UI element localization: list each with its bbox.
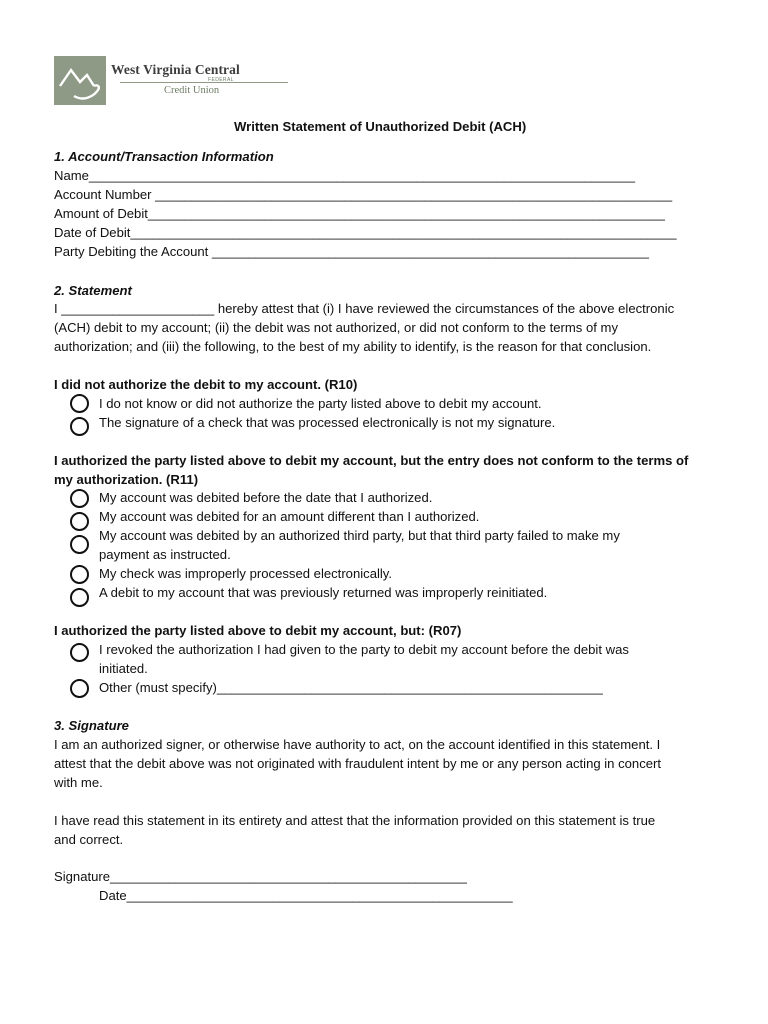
logo-name: West Virginia Central: [111, 62, 240, 77]
logo-credit-union: Credit Union: [164, 85, 220, 96]
signature-text: with me.: [54, 775, 103, 790]
r11-heading: my authorization. (R11): [54, 472, 199, 487]
r10-option-2-radio[interactable]: [70, 417, 89, 436]
account-number-field[interactable]: Account Number _______________________________________________________________________: [54, 187, 673, 202]
r11-option-4-radio[interactable]: [70, 565, 89, 584]
section3-heading: 3. Signature: [54, 718, 129, 733]
form-title: Written Statement of Unauthorized Debit (ACH): [234, 119, 527, 134]
amount-of-debit-field[interactable]: Amount of Debit_______________________________________________________________________: [54, 206, 665, 221]
r07-heading: I authorized the party listed above to debit my account, but: (R07): [54, 623, 462, 638]
statement-text: (ACH) debit to my account; (ii) the debit was not authorized, or did not conform to the terms of my: [54, 320, 619, 335]
section1-heading: 1. Account/Transaction Information: [54, 149, 274, 164]
credit-union-logo: [54, 56, 290, 106]
r07-option-2-radio[interactable]: [70, 679, 89, 698]
option-label: My check was improperly processed electronically.: [99, 566, 393, 581]
attestation-text: I have read this statement in its entirety and attest that the information provided on this statement is true: [54, 813, 656, 828]
signature-text: attest that the debit above was not originated with fraudulent intent by me or any person acting in concert: [54, 756, 662, 771]
option-label: My account was debited for an amount different than I authorized.: [99, 509, 480, 524]
option-label: payment as instructed.: [99, 547, 231, 562]
r11-option-5-radio[interactable]: [70, 588, 89, 607]
r11-option-3-radio[interactable]: [70, 535, 89, 554]
attestation-text: and correct.: [54, 832, 124, 847]
date-field[interactable]: Date_____________________________________________________: [99, 888, 513, 903]
option-label: My account was debited before the date that I authorized.: [99, 490, 433, 505]
date-of-debit-field[interactable]: Date of Debit___________________________________________________________________________: [54, 225, 677, 240]
name-field[interactable]: Name___________________________________________________________________________: [54, 168, 636, 183]
mountain-logo-icon: [54, 56, 106, 105]
option-label: initiated.: [99, 661, 148, 676]
option-label: A debit to my account that was previously returned was improperly reinitiated.: [99, 585, 548, 600]
logo-divider: [120, 82, 288, 83]
logo-federal: FEDERAL: [208, 77, 234, 83]
option-label: I revoked the authorization I had given to the party to debit my account before the debit was: [99, 642, 629, 657]
section2-heading: 2. Statement: [54, 283, 132, 298]
attest-name-line[interactable]: I _____________________ hereby attest that (i) I have reviewed the circumstances of the above electronic: [54, 301, 675, 316]
statement-text: authorization; and (iii) the following, to the best of my ability to identify, is the reason for that conclusion.: [54, 339, 652, 354]
r11-option-2-radio[interactable]: [70, 512, 89, 531]
option-label: The signature of a check that was processed electronically is not my signature.: [99, 415, 556, 430]
signature-field[interactable]: Signature_________________________________________________: [54, 869, 467, 884]
party-debiting-field[interactable]: Party Debiting the Account ____________________________________________________________: [54, 244, 649, 259]
other-specify-field[interactable]: Other (must specify)_____________________________________________________: [99, 680, 603, 695]
r11-heading: I authorized the party listed above to debit my account, but the entry does not conform to the terms of: [54, 453, 689, 468]
signature-text: I am an authorized signer, or otherwise have authority to act, on the account identified in this statement. I: [54, 737, 661, 752]
option-label: My account was debited by an authorized third party, but that third party failed to make my: [99, 528, 620, 543]
r11-option-1-radio[interactable]: [70, 489, 89, 508]
r10-option-1-radio[interactable]: [70, 394, 89, 413]
r07-option-1-radio[interactable]: [70, 643, 89, 662]
option-label: I do not know or did not authorize the party listed above to debit my account.: [99, 396, 542, 411]
r10-heading: I did not authorize the debit to my account. (R10): [54, 377, 358, 392]
